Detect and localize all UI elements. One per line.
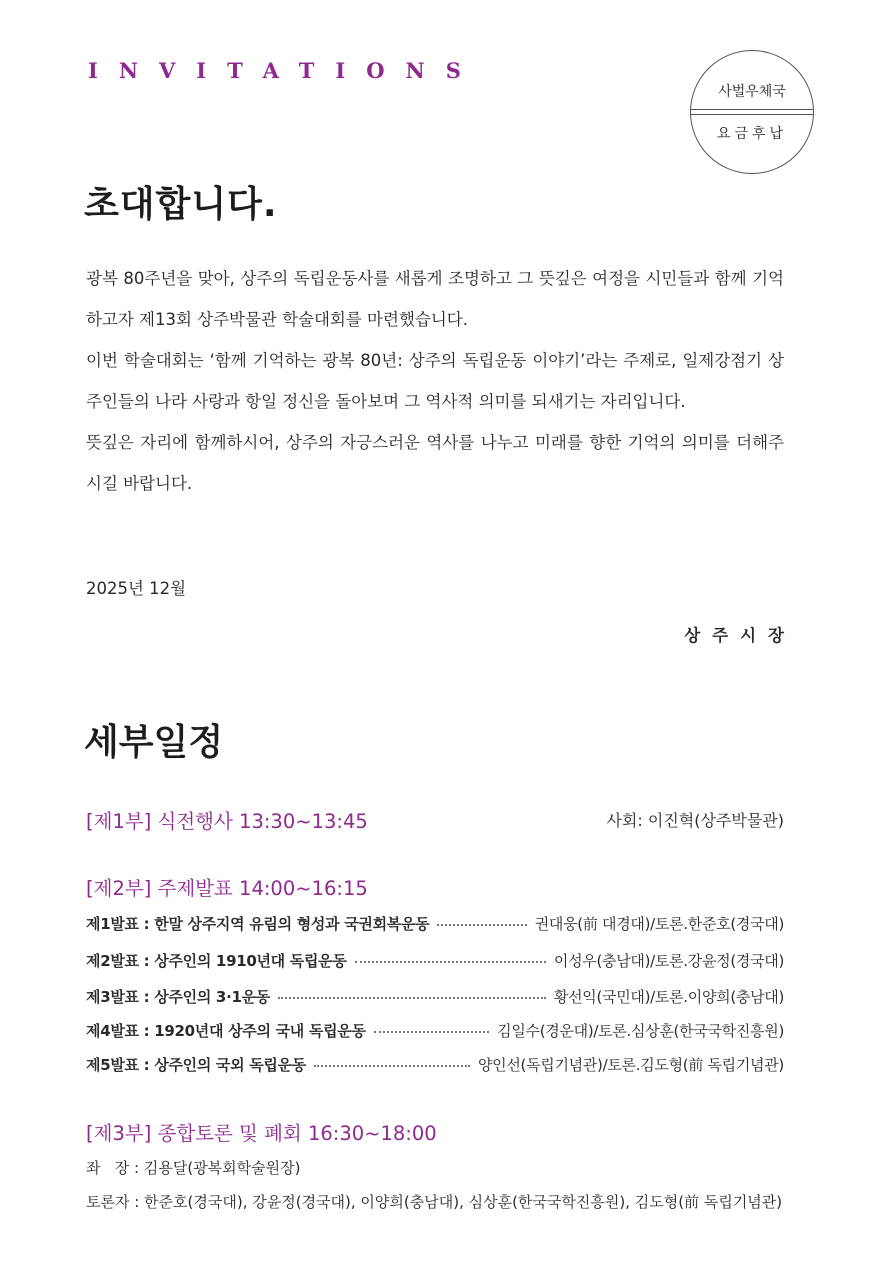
dot-leader [374,1031,489,1033]
stamp-divider-top [691,109,813,110]
dot-leader [278,997,546,999]
presentation-row [86,1018,784,1042]
postage-stamp [690,50,814,174]
presentation-speaker: 이성우(충남대)/토론.강윤정(경국대) [553,951,784,970]
stamp-divider-bottom [691,114,813,115]
part3-heading: [제3부] 종합토론 및 폐회 16:30~18:00 [86,1122,437,1145]
part3-panel: 토론자 : 한준호(경국대), 강윤정(경국대), 이양희(충남대), 심상훈(한국국학진흥원), 김도형(前 독립기념관) [86,1193,783,1211]
invitation-title: 초대합니다. [84,184,278,225]
part3-chair: 좌 장 : 김용달(광복회학술원장) [86,1159,301,1177]
part1-heading: [제1부] 식전행사 13:30~13:45 [86,810,368,833]
presentation-speaker: 김일수(경운대)/토론.심상훈(한국국학진흥원) [497,1021,784,1040]
part1-moderator: 사회: 이진혁(상주박물관) [606,811,784,830]
invitation-body [86,258,784,504]
presentation-row [86,1052,784,1076]
presentation-row [86,948,784,972]
stamp-post-office: 사벌우체국 [718,84,786,100]
presentation-speaker: 황선익(국민대)/토론.이양희(충남대) [553,987,784,1006]
body-paragraph: 이번 학술대회는 ‘함께 기억하는 광복 80년: 상주의 독립운동 이야기’라는 주제로, 일제강점기 상주인들의 나라 사랑과 항일 정신을 돌아보며 그 역사적 의미를 되새기는 자리입니다. [86,351,784,411]
presentation-speaker: 양인선(독립기념관)/토론.김도형(前 독립기념관) [477,1055,784,1074]
part2-heading: [제2부] 주제발표 14:00~16:15 [86,877,368,900]
dot-leader [355,961,546,963]
presentation-row [86,984,784,1008]
presentation-title: 제5발표 : 상주인의 국외 독립운동 [86,1055,306,1074]
dot-leader [437,924,526,926]
body-paragraph: 뜻깊은 자리에 함께하시어, 상주의 자긍스러운 역사를 나누고 미래를 향한 기억의 의미를 더해주시길 바랍니다. [86,433,784,493]
presentation-speaker: 권대웅(前 대경대)/토론.한준호(경국대) [534,914,784,933]
presentation-title: 제2발표 : 상주인의 1910년대 독립운동 [86,951,347,970]
presentation-row [86,911,784,935]
stamp-postage-note: 요금후납 [716,126,788,142]
schedule-title: 세부일정 [84,722,224,763]
invitation-date: 2025년 12월 [86,579,187,598]
dot-leader [314,1065,470,1067]
presentation-title: 제4발표 : 1920년대 상주의 국내 독립운동 [86,1021,366,1040]
invitation-signer: 상주시장 [684,626,796,645]
presentation-title: 제3발표 : 상주인의 3·1운동 [86,987,270,1006]
presentation-title: 제1발표 : 한말 상주지역 유림의 형성과 국권회복운동 [86,914,430,933]
invitations-label: INVITATIONS [88,58,482,83]
body-paragraph: 광복 80주년을 맞아, 상주의 독립운동사를 새롭게 조명하고 그 뜻깊은 여정을 시민들과 함께 기억하고자 제13회 상주박물관 학술대회를 마련했습니다. [86,269,784,329]
